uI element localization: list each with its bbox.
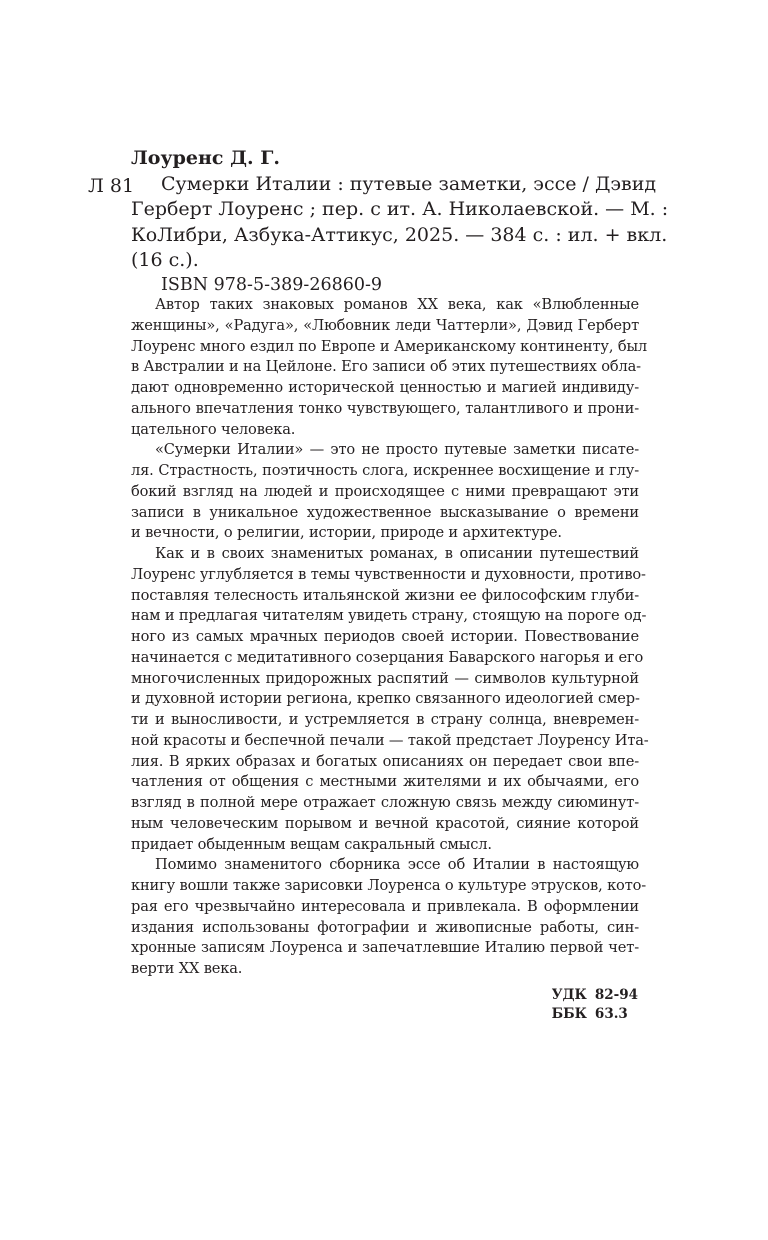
classification-codes	[552, 986, 638, 1024]
text-line: рая его чрезвычайно интересовала и привлекала. В оформлении	[131, 897, 639, 915]
text-line: ти и выносливости, и устремляется в страну солнца, вневремен-	[131, 711, 639, 728]
text-line: придает обыденным вещам сакральный смысл.	[131, 835, 492, 853]
text-line: издания использованы фотографии и живописные работы, син-	[131, 918, 639, 936]
text-line: многочисленных придорожных распятий — символов культурной	[131, 669, 639, 687]
paragraph	[131, 855, 647, 980]
text-line: записи в уникальное художественное высказывание о времени	[131, 503, 639, 521]
text-line: Как и в своих знаменитых романах, в описании путешествий	[155, 545, 639, 562]
text-line: верти XX века.	[131, 960, 243, 977]
bibliographic-line: Сумерки Италии : путевые заметки, эссе / Дэвид	[161, 173, 657, 195]
bibliographic-description	[131, 172, 669, 273]
bibliographic-line: Герберт Лоуренс ; пер. с ит. А. Николаевской. — М. :	[131, 198, 669, 221]
text-line: женщины», «Радуга», «Любовник леди Чаттерли», Дэвид Герберт	[131, 316, 639, 334]
author-heading: Лоуренс Д. Г.	[131, 147, 280, 169]
text-line: Помимо знаменитого сборника эссе об Италии в настоящую	[155, 856, 639, 874]
text-line: чатления от общения с местными жителями и их обычаями, его	[131, 773, 639, 791]
paragraph	[131, 440, 639, 544]
text-line: начинается с медитативного созерцания Баварского нагорья и его	[131, 648, 644, 666]
bibliographic-line: КоЛибри, Азбука-Аттикус, 2025. — 384 с. : ил. + вкл.	[131, 223, 668, 246]
text-line: ным человеческим порывом и вечной красотой, сияние которой	[131, 814, 639, 832]
udk-code	[552, 986, 638, 1005]
text-line: Автор таких знаковых романов XX века, как «Влюбленные	[155, 296, 639, 313]
annotation	[131, 295, 649, 980]
bbk-label: ББК	[551, 1006, 587, 1022]
text-line: и вечности, о религии, истории, природе и архитектуре.	[131, 524, 562, 542]
udk-label: УДК	[551, 987, 587, 1003]
udk-value: 82-94	[594, 987, 638, 1003]
text-line: бокий взгляд на людей и происходящее с ними превращают эти	[131, 482, 639, 500]
text-line: Лоуренс углубляется в темы чувственности и духовности, противо-	[131, 565, 646, 583]
text-line: нам и предлагая читателям увидеть страну, стоящую на пороге од-	[131, 607, 647, 625]
text-line: ной красоты и беспечной печали — такой предстает Лоуренсу Ита-	[131, 731, 649, 749]
text-line: ного из самых мрачных периодов своей истории. Повествование	[131, 628, 639, 645]
text-line: книгу вошли также зарисовки Лоуренса о культуре этрусков, кото-	[131, 877, 647, 894]
shelf-mark: Л 81	[88, 175, 135, 197]
text-line: Лоуренс много ездил по Европе и Американскому континенту, был	[131, 337, 648, 355]
text-line: ля. Страстность, поэтичность слога, искреннее восхищение и глу-	[131, 462, 639, 479]
paragraph	[131, 544, 649, 855]
text-line: взгляд в полной мере отражает сложную связь между сиюминут-	[131, 794, 639, 811]
text-line: поставляя телесность итальянской жизни ее философским глуби-	[131, 586, 639, 604]
isbn: ISBN 978-5-389-26860-9	[161, 275, 383, 295]
text-line: цательного человека.	[131, 420, 296, 438]
text-line: в Австралии и на Цейлоне. Его записи об этих путешествиях обла-	[131, 358, 641, 376]
bbk-value: 63.3	[594, 1006, 628, 1022]
text-line: «Сумерки Италии» — это не просто путевые заметки писате-	[155, 441, 639, 459]
text-line: дают одновременно исторической ценностью и магией индивиду-	[131, 379, 639, 396]
text-line: хронные записям Лоуренса и запечатлевшие Италию первой чет-	[131, 939, 639, 957]
text-line: и духовной истории региона, крепко связанного идеологией смер-	[131, 690, 640, 708]
bibliographic-line: (16 с.).	[131, 248, 199, 271]
paragraph	[131, 295, 648, 440]
text-line: лия. В ярких образах и богатых описаниях он передает свои впе-	[131, 752, 639, 770]
bbk-code	[552, 1005, 638, 1024]
text-line: ального впечатления тонко чувствующего, талантливого и прони-	[131, 399, 639, 417]
